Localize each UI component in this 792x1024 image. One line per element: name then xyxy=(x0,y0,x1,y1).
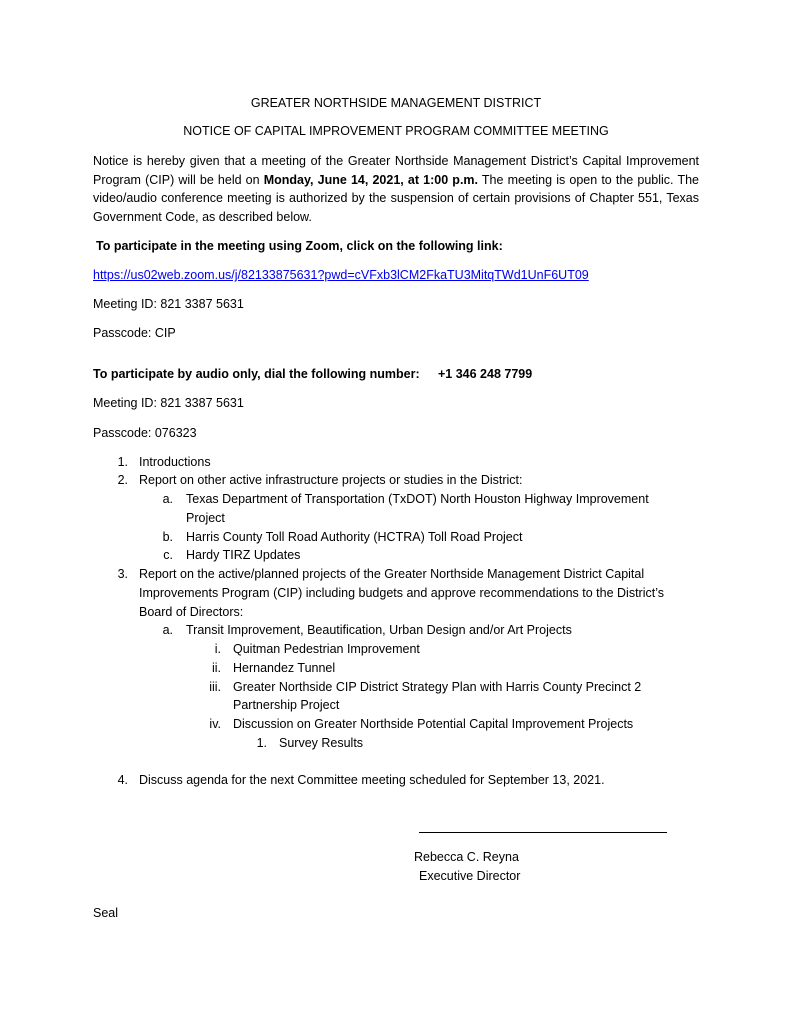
agenda-item-3-line3: Board of Directors: xyxy=(139,605,244,619)
agenda-item-3-line1: Report on the active/planned projects of the Greater Northside Management District Capital xyxy=(139,567,645,581)
agenda-item-3a-iii-line1: Greater Northside CIP District Strategy Plan with Harris County Precinct 2 xyxy=(233,680,642,694)
list-roman: i. xyxy=(214,642,221,656)
audio-phone-number: +1 346 248 7799 xyxy=(438,367,533,381)
agenda-item-2c: Hardy TIRZ Updates xyxy=(186,548,301,562)
zoom-instruction: To participate in the meeting using Zoom, click on the following link: xyxy=(96,239,503,253)
list-roman: iii. xyxy=(209,680,221,694)
audio-passcode: Passcode: 076323 xyxy=(93,426,197,440)
zoom-meeting-id: Meeting ID: 821 3387 5631 xyxy=(93,297,244,311)
agenda-item-3a-ii: Hernandez Tunnel xyxy=(233,661,336,675)
notice-paragraph xyxy=(93,152,699,226)
agenda-item-2a-line1: Texas Department of Transportation (TxDOT) North Houston Highway Improvement xyxy=(186,492,649,506)
agenda-item-3a-i: Quitman Pedestrian Improvement xyxy=(233,642,420,656)
signature-line xyxy=(419,832,667,833)
agenda-item-2b: Harris County Toll Road Authority (HCTRA) Toll Road Project xyxy=(186,530,523,544)
seal-label: Seal xyxy=(93,906,119,920)
signer-name: Rebecca C. Reyna xyxy=(414,850,519,864)
agenda-item-4: Discuss agenda for the next Committee meeting scheduled for September 13, 2021. xyxy=(139,773,605,787)
meeting-date: Monday, June 14, 2021, at 1:00 p.m. xyxy=(263,172,478,187)
district-name: GREATER NORTHSIDE MANAGEMENT DISTRICT xyxy=(250,96,542,110)
audio-instruction: To participate by audio only, dial the following number: xyxy=(93,367,420,381)
agenda-item-3a-iii-line2: Partnership Project xyxy=(233,698,340,712)
notice-text-1: Notice is hereby given that a meeting of the Greater Northside Management District’s Capital Improvement Program (CIP) will be held on xyxy=(93,154,699,187)
list-number: 2. xyxy=(117,473,128,487)
list-number: 4. xyxy=(117,773,128,787)
signer-title: Executive Director xyxy=(419,869,521,883)
notice-title: NOTICE OF CAPITAL IMPROVEMENT PROGRAM COMMITTEE MEETING xyxy=(183,124,609,138)
agenda-item-2a-line2: Project xyxy=(186,511,225,525)
agenda-item-3a: Transit Improvement, Beautification, Urban Design and/or Art Projects xyxy=(186,623,572,637)
agenda-item-3-line2: Improvements Program (CIP) including budgets and approve recommendations to the District’s xyxy=(139,586,665,600)
audio-meeting-id: Meeting ID: 821 3387 5631 xyxy=(93,396,244,410)
list-roman: ii. xyxy=(211,661,221,675)
list-roman: iv. xyxy=(209,717,221,731)
list-letter: a. xyxy=(162,492,173,506)
list-number: 1. xyxy=(256,736,267,750)
zoom-passcode: Passcode: CIP xyxy=(93,326,176,340)
list-letter: a. xyxy=(162,623,173,637)
list-number: 1. xyxy=(117,455,128,469)
agenda-item-3a-iv: Discussion on Greater Northside Potential Capital Improvement Projects xyxy=(233,717,634,731)
agenda-item-3a-iv-1: Survey Results xyxy=(279,736,364,750)
notice-text-2: The meeting is open to the public. The video/audio conference meeting is authorized by the suspension of certain provisions of Chapter 551, Texas Government Code, as described below. xyxy=(93,172,699,224)
list-letter: b. xyxy=(162,530,173,544)
list-letter: c. xyxy=(163,548,173,562)
zoom-link[interactable]: https://us02web.zoom.us/j/82133875631?pwd=cVFxb3lCM2FkaTU3MitqTWd1UnF6UT09 xyxy=(93,268,589,282)
agenda-item-2: Report on other active infrastructure projects or studies in the District: xyxy=(139,473,523,487)
agenda-item-1: Introductions xyxy=(139,455,211,469)
list-number: 3. xyxy=(117,567,128,581)
